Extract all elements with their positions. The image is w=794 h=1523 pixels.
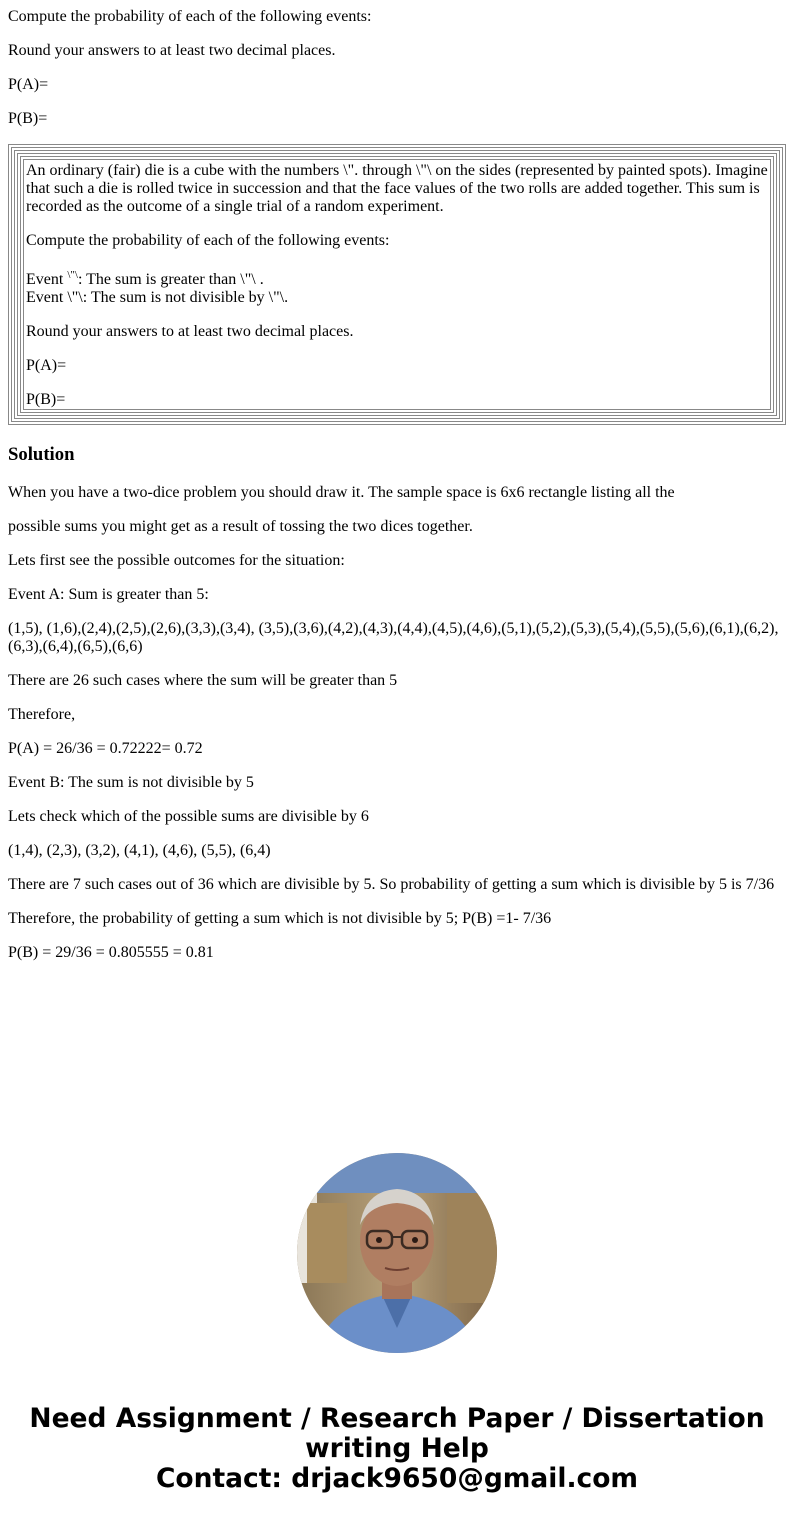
event-b-line: Event \"\: The sum is not divisible by \"\. — [26, 289, 289, 306]
event-a-prefix: Event — [26, 271, 68, 288]
solution-line: P(A) = 26/36 = 0.72222= 0.72 — [8, 740, 203, 757]
contact-email: Contact: drjack9650@gmail.com — [155, 1463, 639, 1494]
event-a-line — [26, 266, 768, 289]
solution-line: There are 7 such cases out of 36 which are divisible by 5. So probability of getting a sum which is divisible by 5 is 7/36 — [8, 876, 775, 893]
solution-line: (1,4), (2,3), (3,2), (4,1), (4,6), (5,5), (6,4) — [8, 842, 271, 859]
author-photo-illustration — [297, 1153, 497, 1353]
solution-line: Therefore, — [8, 706, 76, 723]
solution-line: Therefore, the probability of getting a sum which is not divisible by 5; P(B) =1- 7/36 — [8, 910, 552, 927]
problem-description: An ordinary (fair) die is a cube with the numbers \". through \"\ on the sides (represented by painted spots). Imagine that such a die is rolled twice in succession and that the face values of the two rolls are added together. This sum is recorded as the outcome of a single trial of a random experiment. — [26, 162, 768, 215]
contact-banner — [0, 1404, 794, 1494]
solution-heading: Solution — [8, 444, 75, 465]
solution-line: There are 26 such cases where the sum will be greater than 5 — [8, 672, 398, 689]
problem-pa-label: P(A)= — [26, 357, 67, 374]
solution-line: Lets check which of the possible sums are divisible by 6 — [8, 808, 369, 825]
event-a-symbol: \"\ — [67, 269, 78, 281]
author-photo — [297, 1153, 497, 1353]
intro-pa-label: P(A)= — [8, 76, 49, 93]
solution-body — [8, 484, 786, 978]
banner-line-1: Need Assignment / Research Paper / Dissertation — [29, 1403, 765, 1434]
problem-box — [8, 144, 786, 425]
solution-line: (1,5), (1,6),(2,4),(2,5),(2,6),(3,3),(3,4), (3,5),(3,6),(4,2),(4,3),(4,4),(4,5),(4,6),(5,1),(5,2),(5,3),(5,4),(5,5),(5,6),(6,1),(6,2),(6,3),(6,4),(6,5),(6,6) — [8, 620, 779, 655]
solution-line: Lets first see the possible outcomes for the situation: — [8, 552, 345, 569]
intro-pb-label: P(B)= — [8, 110, 48, 127]
problem-text — [26, 162, 768, 409]
event-a-text: : The sum is greater than \"\ . — [77, 271, 264, 288]
solution-line: Event B: The sum is not divisible by 5 — [8, 774, 254, 791]
solution-line: Event A: Sum is greater than 5: — [8, 586, 209, 603]
problem-pb-label: P(B)= — [26, 391, 66, 408]
problem-instruction: Compute the probability of each of the following events: — [26, 232, 390, 249]
intro-instruction: Compute the probability of each of the following events: — [8, 8, 372, 25]
intro-rounding-note: Round your answers to at least two decimal places. — [8, 42, 336, 59]
intro-section — [8, 0, 786, 144]
banner-line-2: writing Help — [305, 1433, 489, 1464]
solution-line: possible sums you might get as a result of tossing the two dices together. — [8, 518, 473, 535]
solution-line: P(B) = 29/36 = 0.805555 = 0.81 — [8, 944, 214, 961]
problem-rounding-note: Round your answers to at least two decimal places. — [26, 323, 354, 340]
solution-line: When you have a two-dice problem you should draw it. The sample space is 6x6 rectangle listing all the — [8, 484, 675, 501]
